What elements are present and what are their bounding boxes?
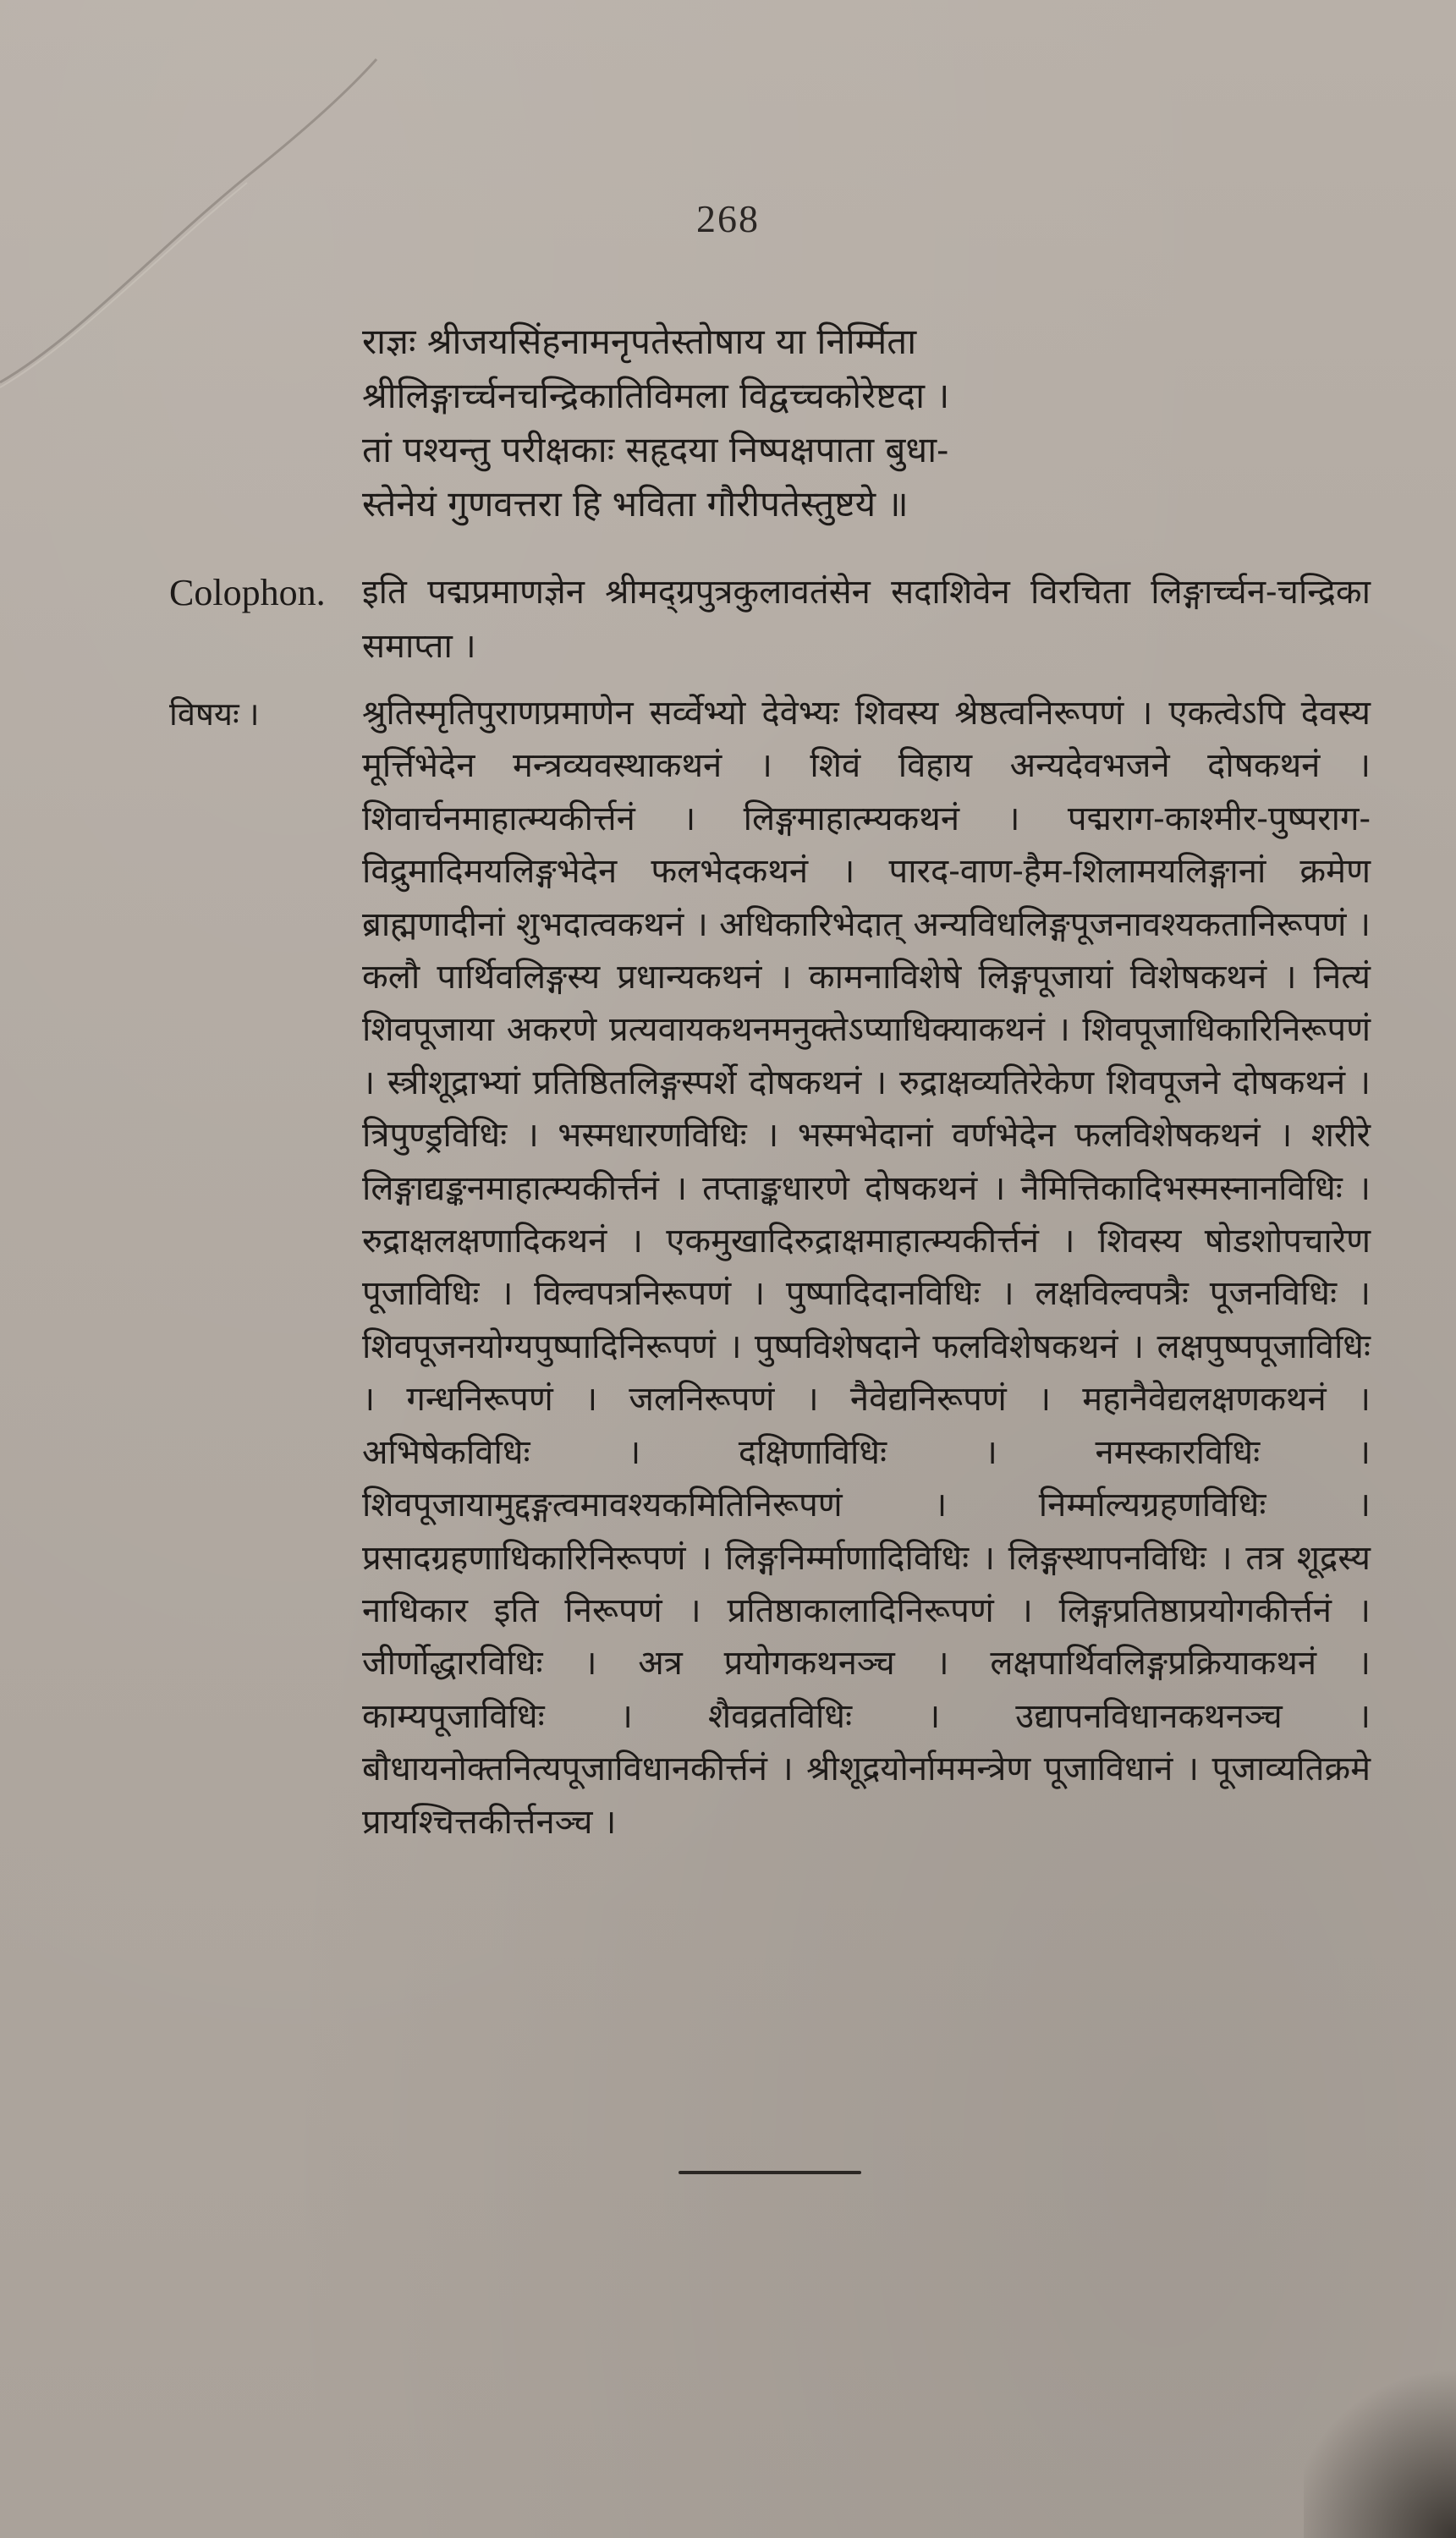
subject-text: श्रुतिस्मृतिपुराणप्रमाणेन सर्व्वेभ्यो देवेभ्यः शिवस्य श्रेष्ठत्वनिरूपणं । एकत्वेऽपि देवस्य मूर्त्तिभेदेन मन्त्रव्यवस्थाकथनं । शिवं विहाय अन्यदेवभजने दोषकथनं । शिवार्चनमाहात्म्यकीर्त्तनं । लिङ्गमाहात्म्यकथनं । पद्मराग-काश्मीर-पुष्पराग-विद्रुमादिमयलिङ्गभेदेन फलभेदकथनं । पारद-वाण-हैम-शिलामयलिङ्गानां क्रमेण ब्राह्मणादीनां शुभदात्वकथनं । अधिकारिभेदात् अन्यविधलिङ्गपूजनावश्यकतानिरूपणं । कलौ पार्थिवलिङ्गस्य प्रधान्यकथनं । कामनाविशेषे लिङ्गपूजायां विशेषकथनं । नित्यं शिवपूजाया अकरणे प्रत्यवायकथनमनुक्तेऽप्याधिक्याकथनं । शिवपूजाधिकारिनिरूपणं । स्त्रीशूद्राभ्यां प्रतिष्ठितलिङ्गस्पर्शे दोषकथनं । रुद्राक्षव्यतिरेकेण शिवपूजने दोषकथनं । त्रिपुण्ड्रविधिः । भस्मधारणविधिः । भस्मभेदानां वर्णभेदेन फलविशेषकथनं । शरीरे लिङ्गाद्यङ्कनमाहात्म्यकीर्त्तनं । तप्ताङ्कधारणे दोषकथनं । नैमित्तिकादिभस्मस्नानविधिः । रुद्राक्षलक्षणादिकथनं । एकमुखादिरुद्राक्षमाहात्म्यकीर्त्तनं । शिवस्य षोडशोपचारेण पूजाविधिः । विल्वपत्रनिरूपणं । पुष्पादिदानविधिः । लक्षविल्वपत्रैः पूजनविधिः । शिवपूजनयोग्यपुष्पादिनिरूपणं । पुष्पविशेषदाने फलविशेषकथनं । लक्षपुष्पपूजाविधिः । गन्धनिरूपणं । जलनिरूपणं । नैवेद्यनिरूपणं । महानैवेद्यलक्षणकथनं । अभिषेकविधिः । दक्षिणाविधिः । नमस्कारविधिः । शिवपूजायामुद्दङ्गत्वमावश्यकमितिनिरूपणं । निर्म्माल्यग्रहणविधिः । प्रसादग्रहणाधिकारिनिरूपणं । लिङ्गनिर्म्माणादिविधिः । लिङ्गस्थापनविधिः । तत्र शूद्रस्य नाधिकार इति निरूपणं । प्रतिष्ठाकालादिनिरूपणं । लिङ्गप्रतिष्ठाप्रयोगकीर्त्तनं । जीर्णोद्धारविधिः । अत्र प्रयोगकथनञ्च । लक्षपार्थिवलिङ्गप्रक्रियाकथनं । काम्यपूजाविधिः । शैवव्रतविधिः । उद्यापनविधानकथनञ्च । बौधायनोक्तनित्यपूजाविधानकीर्त्तनं । श्रीशूद्रयोर्नाममन्त्रेण पूजाविधानं । पूजाव्यतिक्रमे प्रायश्चित्तकीर्त्तनञ्च । <box>362 694 1371 1842</box>
verse-line-3: तां पश्यन्तु परीक्षकाः सहृदया निष्पक्षपाता बुधा- <box>362 429 949 470</box>
page-corner-shadow <box>1304 2352 1456 2538</box>
colophon-text: इति पद्मप्रमाणज्ञेन श्रीमद्ग्रपुत्रकुलावतंसेन सदाशिवेन विरचिता लिङ्गार्च्चन-चन्द्रिका समाप्ता । <box>362 573 1371 666</box>
verse-stanza <box>362 315 1377 531</box>
verse-line-1: राज्ञः श्रीजयसिंहनामनृपतेस्तोषाय या निर्म्मिता <box>362 321 917 362</box>
verse-line-2: श्रीलिङ्गार्च्चनचन्द्रिकातिविमला विद्वच्चकोरेष्टदा । <box>362 375 950 416</box>
colophon-label: Colophon. <box>169 572 326 613</box>
page-number: 268 <box>696 197 760 240</box>
subject-label: विषयः । <box>169 697 260 733</box>
verse-line-4: स्तेनेयं गुणवत्तरा हि भविता गौरीपतेस्तुष्टये ॥ <box>362 483 909 525</box>
end-rule <box>679 2171 861 2174</box>
